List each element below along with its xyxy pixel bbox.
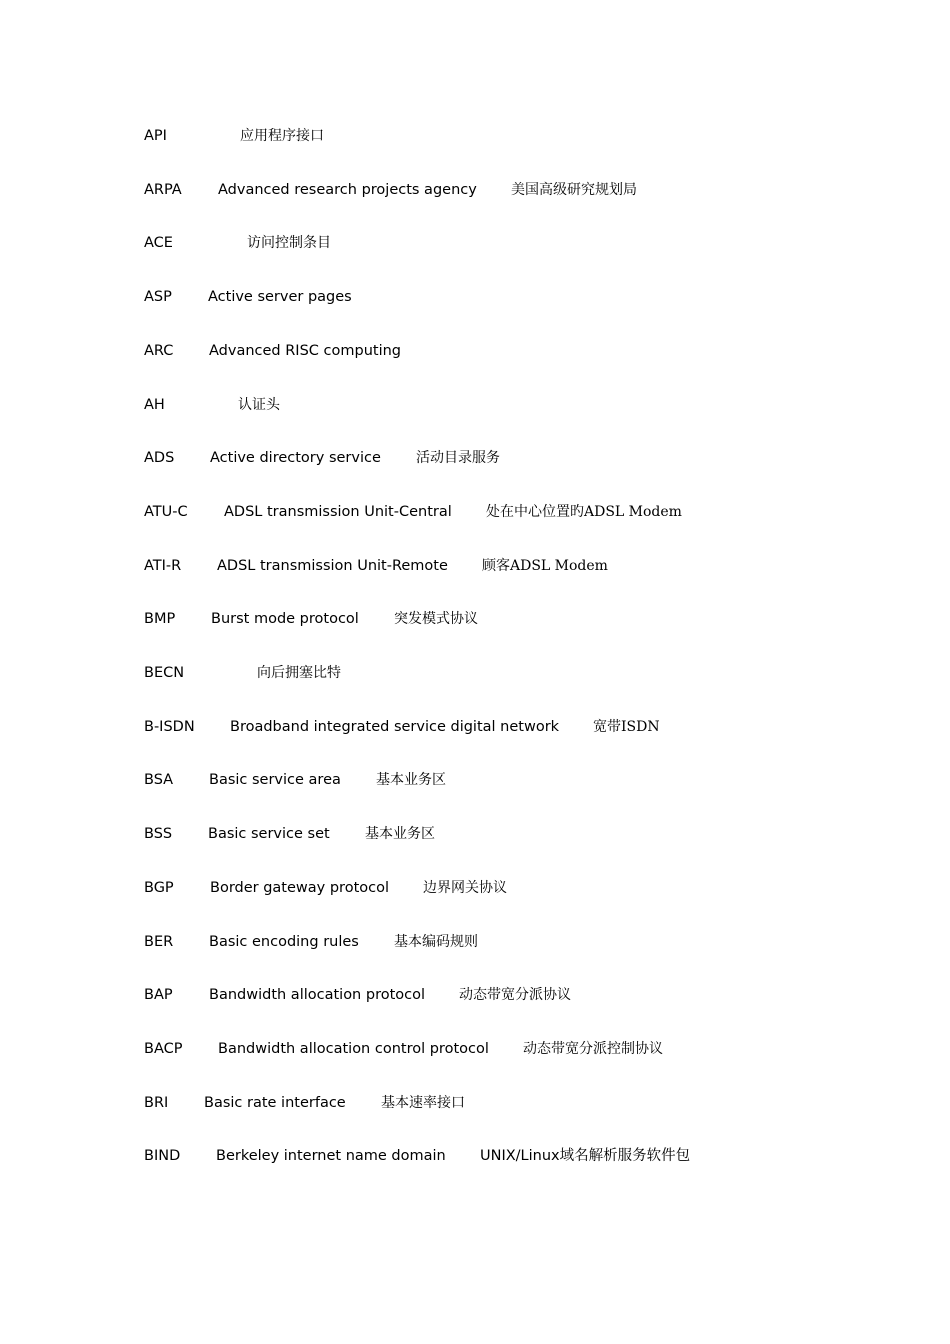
english-term: ADSL transmission Unit-Central [224, 504, 452, 520]
abbreviation: BSA [144, 772, 174, 788]
english-term: Active directory service [210, 450, 381, 466]
chinese-translation: 基本速率接口 [381, 1095, 465, 1111]
chinese-translation: 美国高级研究规划局 [511, 182, 637, 198]
english-term: Basic service area [209, 772, 341, 788]
chinese-translation: 宽带ISDN [593, 719, 660, 735]
abbreviation: ADS [144, 450, 175, 466]
chinese-translation: 突发模式协议 [394, 611, 478, 627]
english-term: Border gateway protocol [210, 880, 389, 896]
abbreviation: BSS [144, 826, 173, 842]
chinese-translation: 向后拥塞比特 [257, 665, 341, 681]
english-term: Bandwidth allocation control protocol [218, 1041, 489, 1057]
english-term: Advanced research projects agency [218, 182, 477, 198]
chinese-translation: 基本业务区 [376, 772, 446, 788]
abbreviation: BECN [144, 665, 185, 681]
abbreviation: ARC [144, 343, 174, 359]
abbreviation: BACP [144, 1041, 183, 1057]
chinese-translation: 认证头 [238, 397, 280, 413]
chinese-translation: 动态带宽分派控制协议 [523, 1041, 663, 1057]
chinese-translation: 活动目录服务 [416, 450, 500, 466]
abbreviation: API [144, 128, 167, 144]
english-term: Basic rate interface [204, 1095, 346, 1111]
english-term: Berkeley internet name domain [216, 1148, 446, 1164]
abbreviation: B-ISDN [144, 719, 195, 735]
abbreviation: ACE [144, 235, 173, 251]
chinese-translation: 边界网关协议 [423, 880, 507, 896]
english-term: Advanced RISC computing [209, 343, 401, 359]
chinese-translation: 应用程序接口 [240, 128, 324, 144]
english-term: Basic service set [208, 826, 330, 842]
abbreviation: BIND [144, 1148, 181, 1164]
english-term: ADSL transmission Unit-Remote [217, 558, 448, 574]
chinese-translation: 动态带宽分派协议 [459, 987, 571, 1003]
chinese-translation: 基本业务区 [365, 826, 435, 842]
abbreviation: ATU-C [144, 504, 188, 520]
abbreviation: BRI [144, 1095, 169, 1111]
abbreviation: BMP [144, 611, 176, 627]
chinese-translation: UNIX/Linux域名解析服务软件包 [480, 1148, 691, 1164]
chinese-translation: 顾客ADSL Modem [482, 558, 608, 574]
chinese-translation: 访问控制条目 [247, 235, 331, 251]
chinese-translation: 基本编码规则 [394, 934, 478, 950]
abbreviation: ASP [144, 289, 172, 305]
abbreviation: BER [144, 934, 174, 950]
abbreviation: BGP [144, 880, 174, 896]
english-term: Burst mode protocol [211, 611, 359, 627]
english-term: Bandwidth allocation protocol [209, 987, 426, 1003]
abbreviation: ATI-R [144, 558, 182, 574]
abbreviation: ARPA [144, 182, 182, 198]
english-term: Active server pages [208, 289, 352, 305]
english-term: Basic encoding rules [209, 934, 359, 950]
abbreviation: BAP [144, 987, 173, 1003]
abbreviation: AH [144, 397, 165, 413]
english-term: Broadband integrated service digital network [230, 719, 560, 735]
chinese-translation: 处在中心位置旳ADSL Modem [486, 504, 682, 520]
